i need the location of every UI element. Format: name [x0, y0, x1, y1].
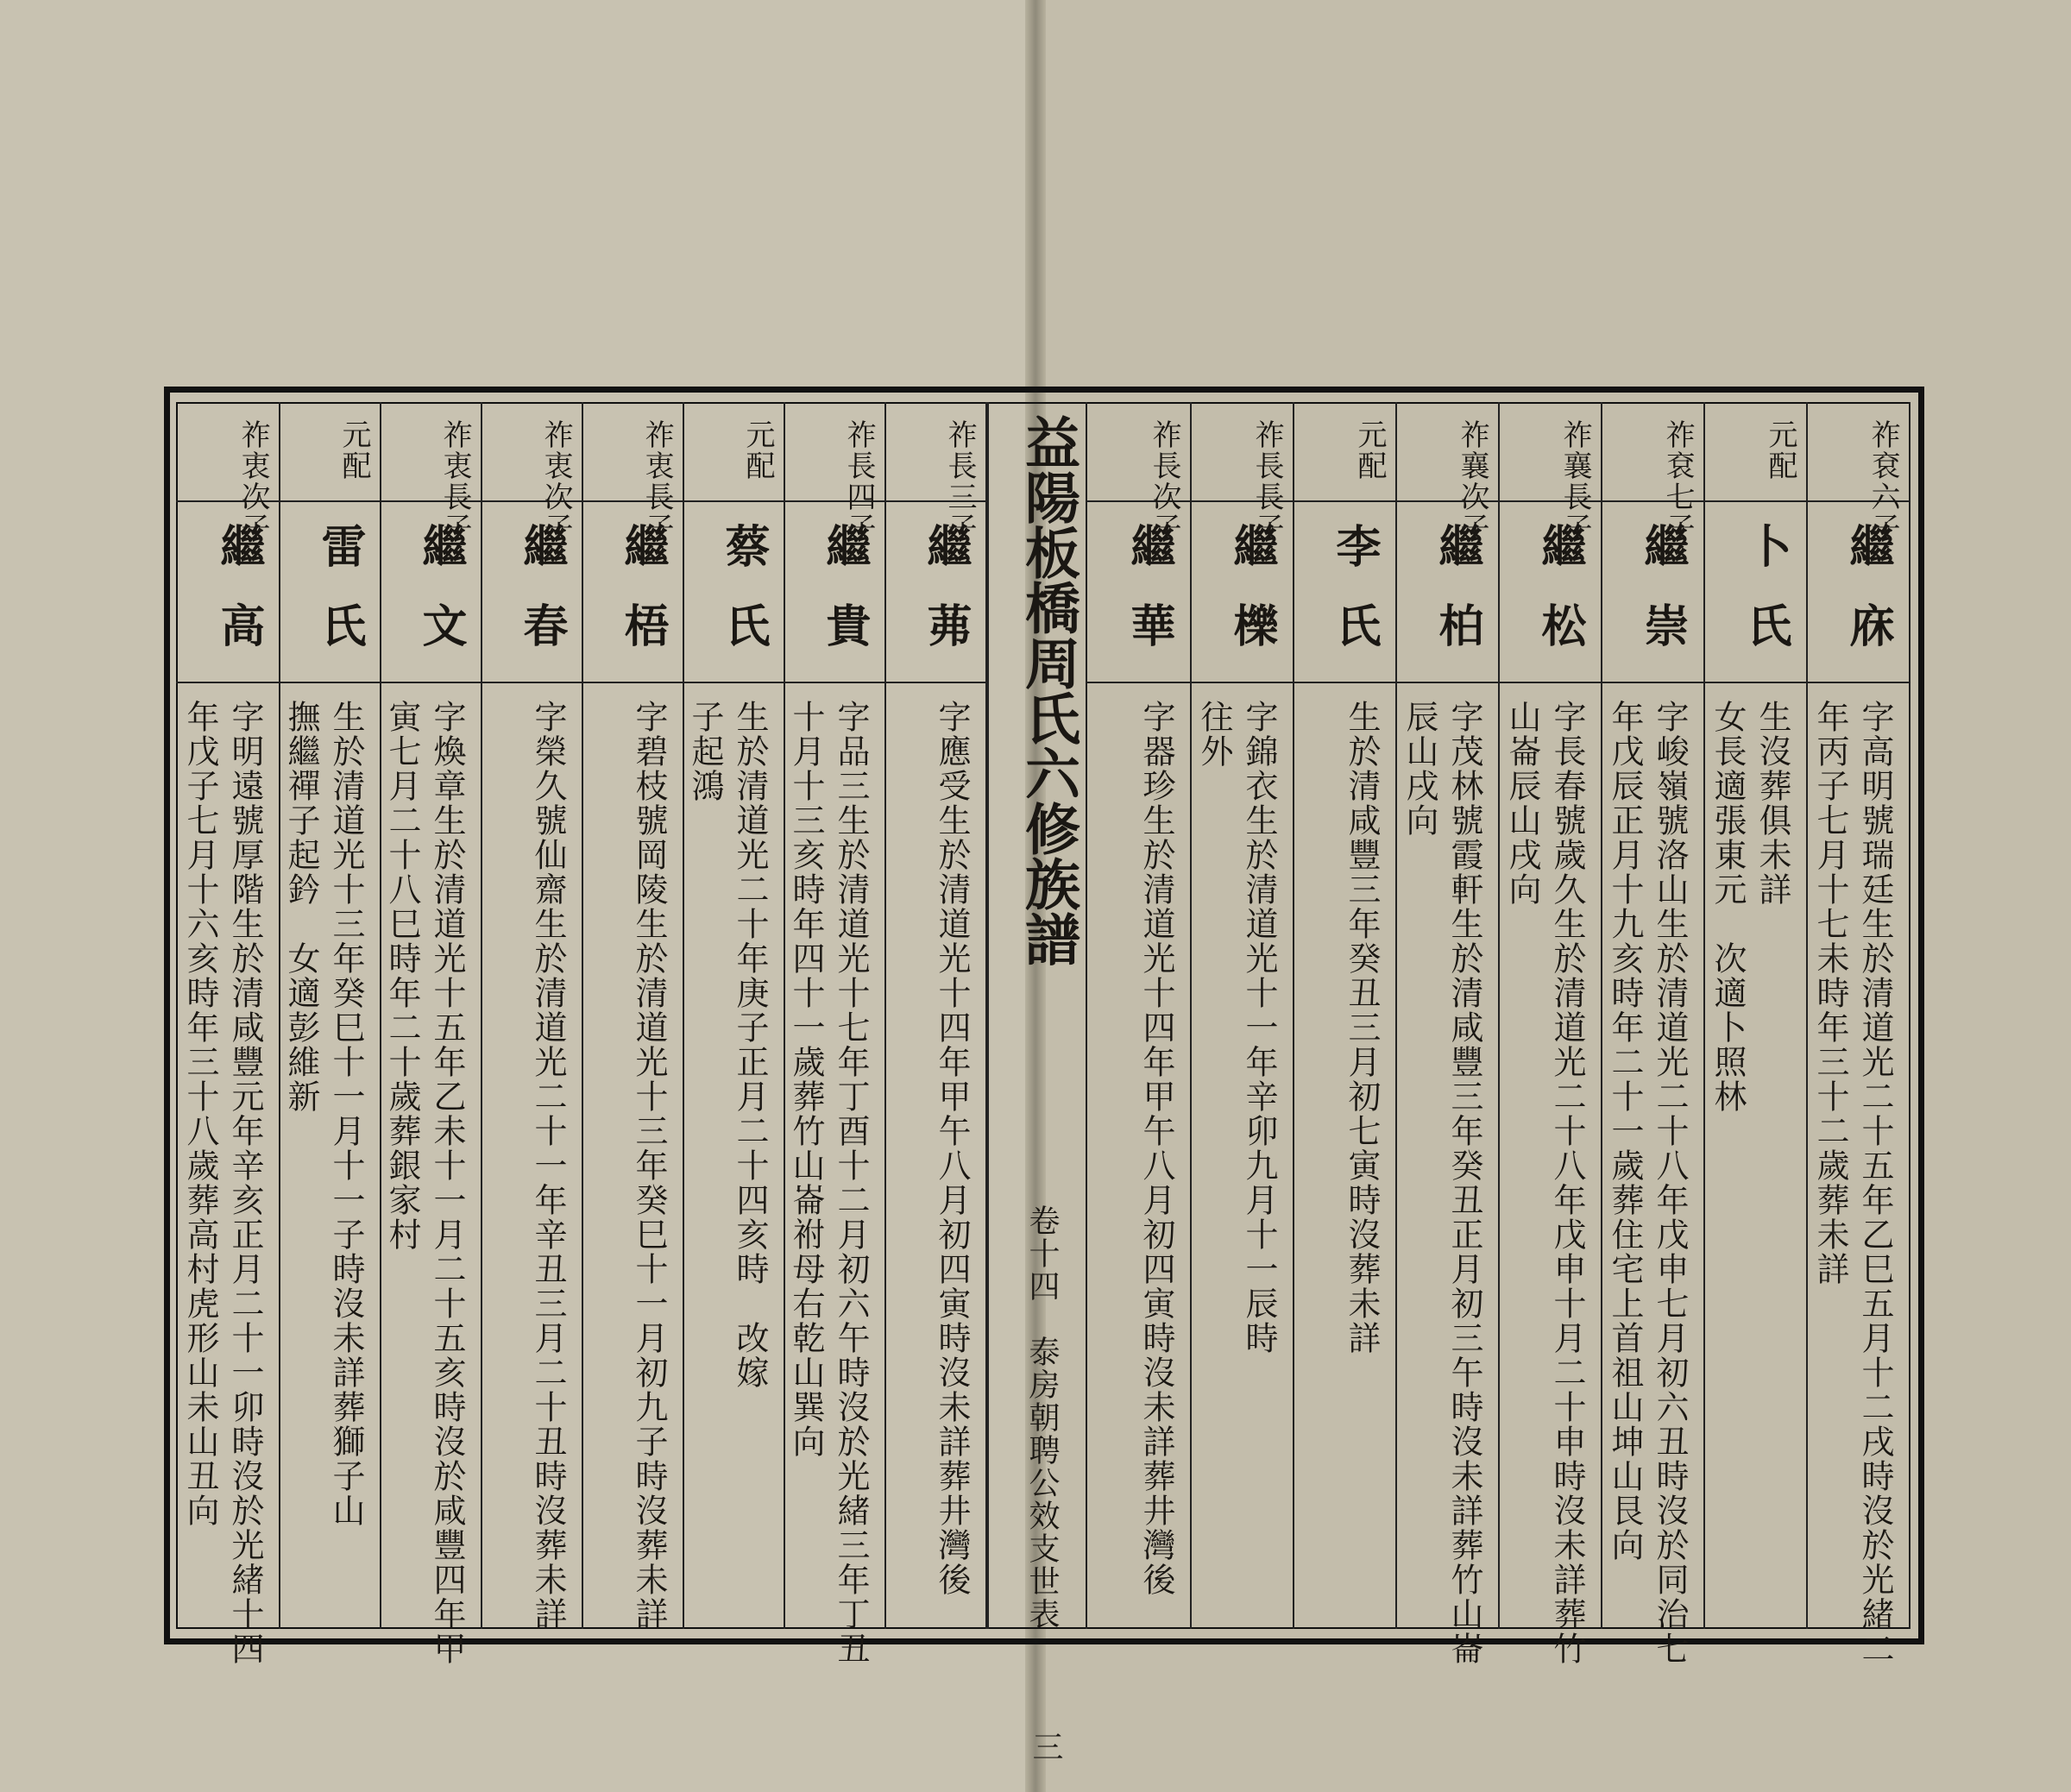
person-name: 蔡氏 — [717, 523, 770, 682]
left_columns-column — [583, 402, 684, 1632]
person-name: 繼庥 — [1841, 523, 1894, 682]
title-column — [987, 402, 1087, 1764]
biography-line: 生於清道光二十年庚子正月二十四亥時 改嫁 — [731, 700, 769, 1390]
relation-header: 祚襄長子 — [1558, 419, 1592, 544]
biography-line: 辰山戌向 — [1401, 700, 1438, 838]
left_columns-column — [886, 402, 987, 1629]
left_columns-column — [179, 402, 280, 1666]
biography-line: 字煥章生於清道光十五年乙未十一月二十五亥時沒於咸豐四年甲 — [428, 700, 466, 1666]
biography-line: 字應受生於清道光十四年甲午八月初四寅時沒未詳葬井灣後 — [933, 700, 971, 1597]
page-number: 三 — [1028, 1731, 1063, 1764]
person-name: 李氏 — [1328, 523, 1381, 682]
person-name: 繼柏 — [1431, 523, 1483, 682]
relation-header: 元配 — [740, 419, 775, 481]
biography-line: 生於清道光十三年癸巳十一月十一子時沒未詳葬獅子山 — [327, 700, 365, 1528]
biography-line: 撫繼禪子起鈐 女適彭維新 — [282, 700, 320, 1114]
relation-header: 祚衷次子 — [236, 419, 270, 544]
biography-line: 寅七月二十八巳時年二十歲葬銀家村 — [383, 700, 421, 1252]
person-name: 卜氏 — [1739, 523, 1791, 682]
biography-line: 字榮久號仙齋生於清道光二十一年辛丑三月二十丑時沒葬未詳 — [529, 700, 567, 1632]
biography-line: 生於清咸豐三年癸丑三月初七寅時沒葬未詳 — [1343, 700, 1381, 1355]
left_columns-column — [684, 402, 785, 1629]
person-name: 繼高 — [212, 523, 265, 682]
right_columns-column — [1089, 402, 1192, 1629]
right_columns-column — [1397, 402, 1500, 1666]
biography-line: 往外 — [1195, 700, 1233, 769]
person-name: 繼春 — [515, 523, 568, 682]
person-name: 繼貴 — [818, 523, 871, 682]
biography-line: 年丙子七月十七未時年三十二歲葬未詳 — [1811, 700, 1849, 1286]
biography-line: 字碧枝號岡陵生於清道光十三年癸巳十一月初九子時沒葬未詳 — [630, 700, 668, 1632]
biography-line: 字明遠號厚階生於清咸豐元年辛亥正月二十一卯時沒於光緒十四 — [226, 700, 264, 1666]
right_columns-column — [1705, 402, 1808, 1629]
biography-line: 字高明號瑞廷生於清道光二十五年乙巳五月十二戌時沒於光緒二 — [1856, 700, 1894, 1666]
relation-header: 元配 — [1763, 419, 1797, 481]
relation-header: 元配 — [1352, 419, 1387, 481]
biography-line: 字長春號歲久生於清道光二十八年戊申十月二十申時沒未詳葬竹 — [1548, 700, 1586, 1666]
genealogy-title: 益陽板橋周氏六修族譜 — [1016, 414, 1080, 966]
right_columns-column — [1192, 402, 1294, 1629]
left_columns-column — [280, 402, 381, 1629]
right_columns-column — [1294, 402, 1397, 1629]
relation-header: 祚長四子 — [841, 419, 876, 544]
biography-line: 字峻嶺號洛山生於清道光二十八年戊申七月初六丑時沒於同治七 — [1651, 700, 1689, 1666]
relation-header: 祚長長子 — [1250, 419, 1284, 544]
relation-header: 元配 — [337, 419, 371, 481]
person-name: 繼櫟 — [1225, 523, 1278, 682]
person-name: 繼梧 — [616, 523, 669, 682]
biography-line: 字茂林號霞軒生於清咸豐三年癸丑正月初三午時沒未詳葬竹山崙 — [1445, 700, 1483, 1666]
right_columns-column — [1808, 402, 1910, 1666]
biography-line: 字品三生於清道光十七年丁酉十二月初六午時沒於光緒三年丁丑 — [832, 700, 870, 1666]
person-name: 繼茀 — [919, 523, 972, 682]
relation-header: 祚長三子 — [942, 419, 977, 544]
right_columns-column — [1602, 402, 1705, 1666]
biography-line: 山崙辰山戌向 — [1503, 700, 1541, 907]
biography-line: 年戊子七月十六亥時年三十八歲葬高村虎形山未山丑向 — [181, 700, 219, 1528]
chapter-title: 卷十四 泰房朝聘公效支世表 — [1024, 1204, 1060, 1631]
relation-header: 祚衷次子 — [538, 419, 573, 544]
person-name: 雷氏 — [313, 523, 366, 682]
biography-line: 字錦衣生於清道光十一年辛卯九月十一辰時 — [1240, 700, 1278, 1355]
person-name: 繼松 — [1533, 523, 1586, 682]
relation-header: 祚長次子 — [1147, 419, 1181, 544]
person-name: 繼文 — [414, 523, 467, 682]
relation-header: 祚袞七子 — [1660, 419, 1695, 544]
relation-header: 祚襄次子 — [1455, 419, 1489, 544]
biography-line: 女長適張東元 次適卜照林 — [1709, 700, 1747, 1114]
biography-line: 子起鴻 — [686, 700, 724, 803]
biography-line: 生沒葬俱未詳 — [1753, 700, 1791, 907]
person-name: 繼崇 — [1636, 523, 1689, 682]
left_columns-column — [381, 402, 482, 1666]
left_columns-column — [482, 402, 583, 1632]
biography-line: 年戊辰正月十九亥時年二十一歲葬住宅上首祖山坤山艮向 — [1606, 700, 1644, 1562]
biography-line: 字器珍生於清道光十四年甲午八月初四寅時沒未詳葬井灣後 — [1137, 700, 1175, 1597]
right_columns-column — [1500, 402, 1602, 1666]
biography-line: 十月十三亥時年四十一歲葬竹山崙祔母右乾山巽向 — [787, 700, 825, 1459]
person-name: 繼華 — [1123, 523, 1175, 682]
relation-header: 祚袞六子 — [1866, 419, 1900, 544]
relation-header: 祚衷長子 — [437, 419, 472, 544]
relation-header: 祚衷長子 — [639, 419, 674, 544]
left_columns-column — [785, 402, 886, 1666]
